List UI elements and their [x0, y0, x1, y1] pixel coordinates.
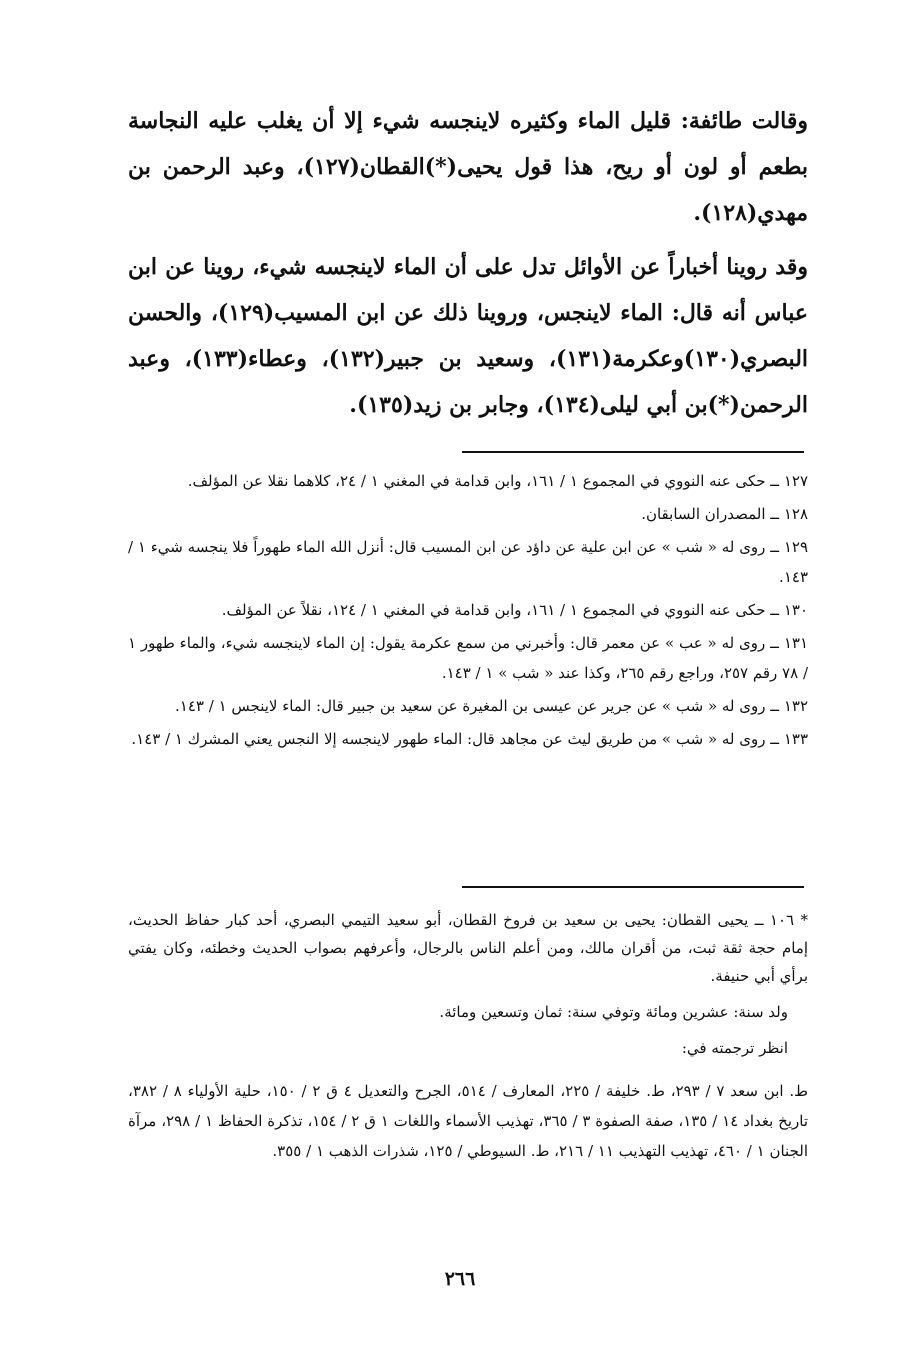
footnotes [128, 466, 808, 757]
footnote-133: ١٣٣ ــ روى له « شب » من طريق ليث عن مجاهد قال: الماء طهور لاينجسه إلا النجس يعني المشرك ١ / ١٤٣. [131, 730, 808, 748]
main-text [128, 98, 808, 436]
biography-references: ط. ابن سعد ٧ / ٢٩٣، ط. خليفة / ٢٢٥، المعارف / ٥١٤، الجرح والتعديل ٤ ق ٢ / ١٥٠، حلية الأولياء ٨ / ٣٨٢، تاريخ بغداد ١٤ / ١٣٥، صفة الصفوة ٣ / ٣٦٥، تهذيب الأسماء واللغات ١ ق ٢ / ١٥٤، تذكرة الحفاظ ١ / ٢٩٨، مرآة الجنان ١ / ٤٦٠، تهذيب التهذيب ١١ / ٢١٦، ط. السيوطي / ١٢٥، شذرات الذهب ١ / ٣٥٥. [128, 1082, 808, 1160]
footnote-129: ١٢٩ ــ روى له « شب » عن ابن علية عن داؤد عن ابن المسيب قال: أنزل الله الماء طهوراً فلا ينجسه شيء ١ / ١٤٣. [128, 538, 808, 586]
footnote-132: ١٣٢ ــ روى له « شب » عن جرير عن عيسى بن المغيرة عن سعيد بن جبير قال: الماء لاينجس ١ / ١٤٣. [175, 697, 808, 715]
footnote-130: ١٣٠ ــ حكى عنه النووي في المجموع ١ / ١٦١، وابن قدامة في المغني ١ / ١٢٤، نقلاً عن المؤلف. [221, 601, 808, 619]
biography-entry: * ١٠٦ ــ يحيى القطان: يحيى بن سعيد بن فروخ القطان، أبو سعيد التيمي البصري، أحد كبار حفاظ الحديث، إمام حجة ثقة ثبت، من أقران مالك، ومن أعلم الناس بالرجال، وأعرفهم بصواب الحديث وخطئه، وكان يفتي برأي أبي حنيفة. [128, 911, 808, 985]
footnote-128: ١٢٨ ــ المصدران السابقان. [641, 505, 808, 523]
biography-divider [462, 886, 804, 888]
footnote-127: ١٢٧ ــ حكى عنه النووي في المجموع ١ / ١٦١، وابن قدامة في المغني ١ / ٢٤، كلاهما نقلا عن المؤلف. [187, 472, 808, 490]
biography-see-label: انظر ترجمته في: [681, 1039, 788, 1057]
main-paragraph-2: وقد روينا أخباراً عن الأوائل تدل على أن الماء لاينجسه شيء، روينا عن ابن عباس أنه قال: الماء لاينجس، وروينا ذلك عن ابن المسيب(١٢٩)، والحسن البصري(١٣٠)وعكرمة(١٣١)، وسعيد بن جبير(١٣٢)، وعطاء(١٣٣)، وعبد الرحمن(*)بن أبي ليلى(١٣٤)، وجابر بن زيد(١٣٥). [128, 254, 809, 418]
biography-dates: ولد سنة: عشرين ومائة وتوفي سنة: ثمان وتسعين ومائة. [439, 1003, 788, 1021]
page-number: ٢٦٦ [444, 1268, 476, 1290]
footnote-divider [462, 451, 804, 453]
footnote-131: ١٣١ ــ روى له « عب » عن معمر قال: وأخبرني من سمع عكرمة يقول: إن الماء لاينجسه شيء، والماء طهور ١ / ٧٨ رقم ٢٥٧، وراجع رقم ٢٦٥، وكذا عند « شب » ١ / ١٤٣. [128, 634, 808, 682]
main-paragraph-1: وقالت طائفة: قليل الماء وكثيره لاينجسه شيء إلا أن يغلب عليه النجاسة بطعم أو لون أو ريح، هذا قول يحيى(*)القطان(١٢٧)، وعبد الرحمن بن مهدي(١٢٨). [128, 108, 808, 226]
biography-note [128, 906, 808, 1174]
